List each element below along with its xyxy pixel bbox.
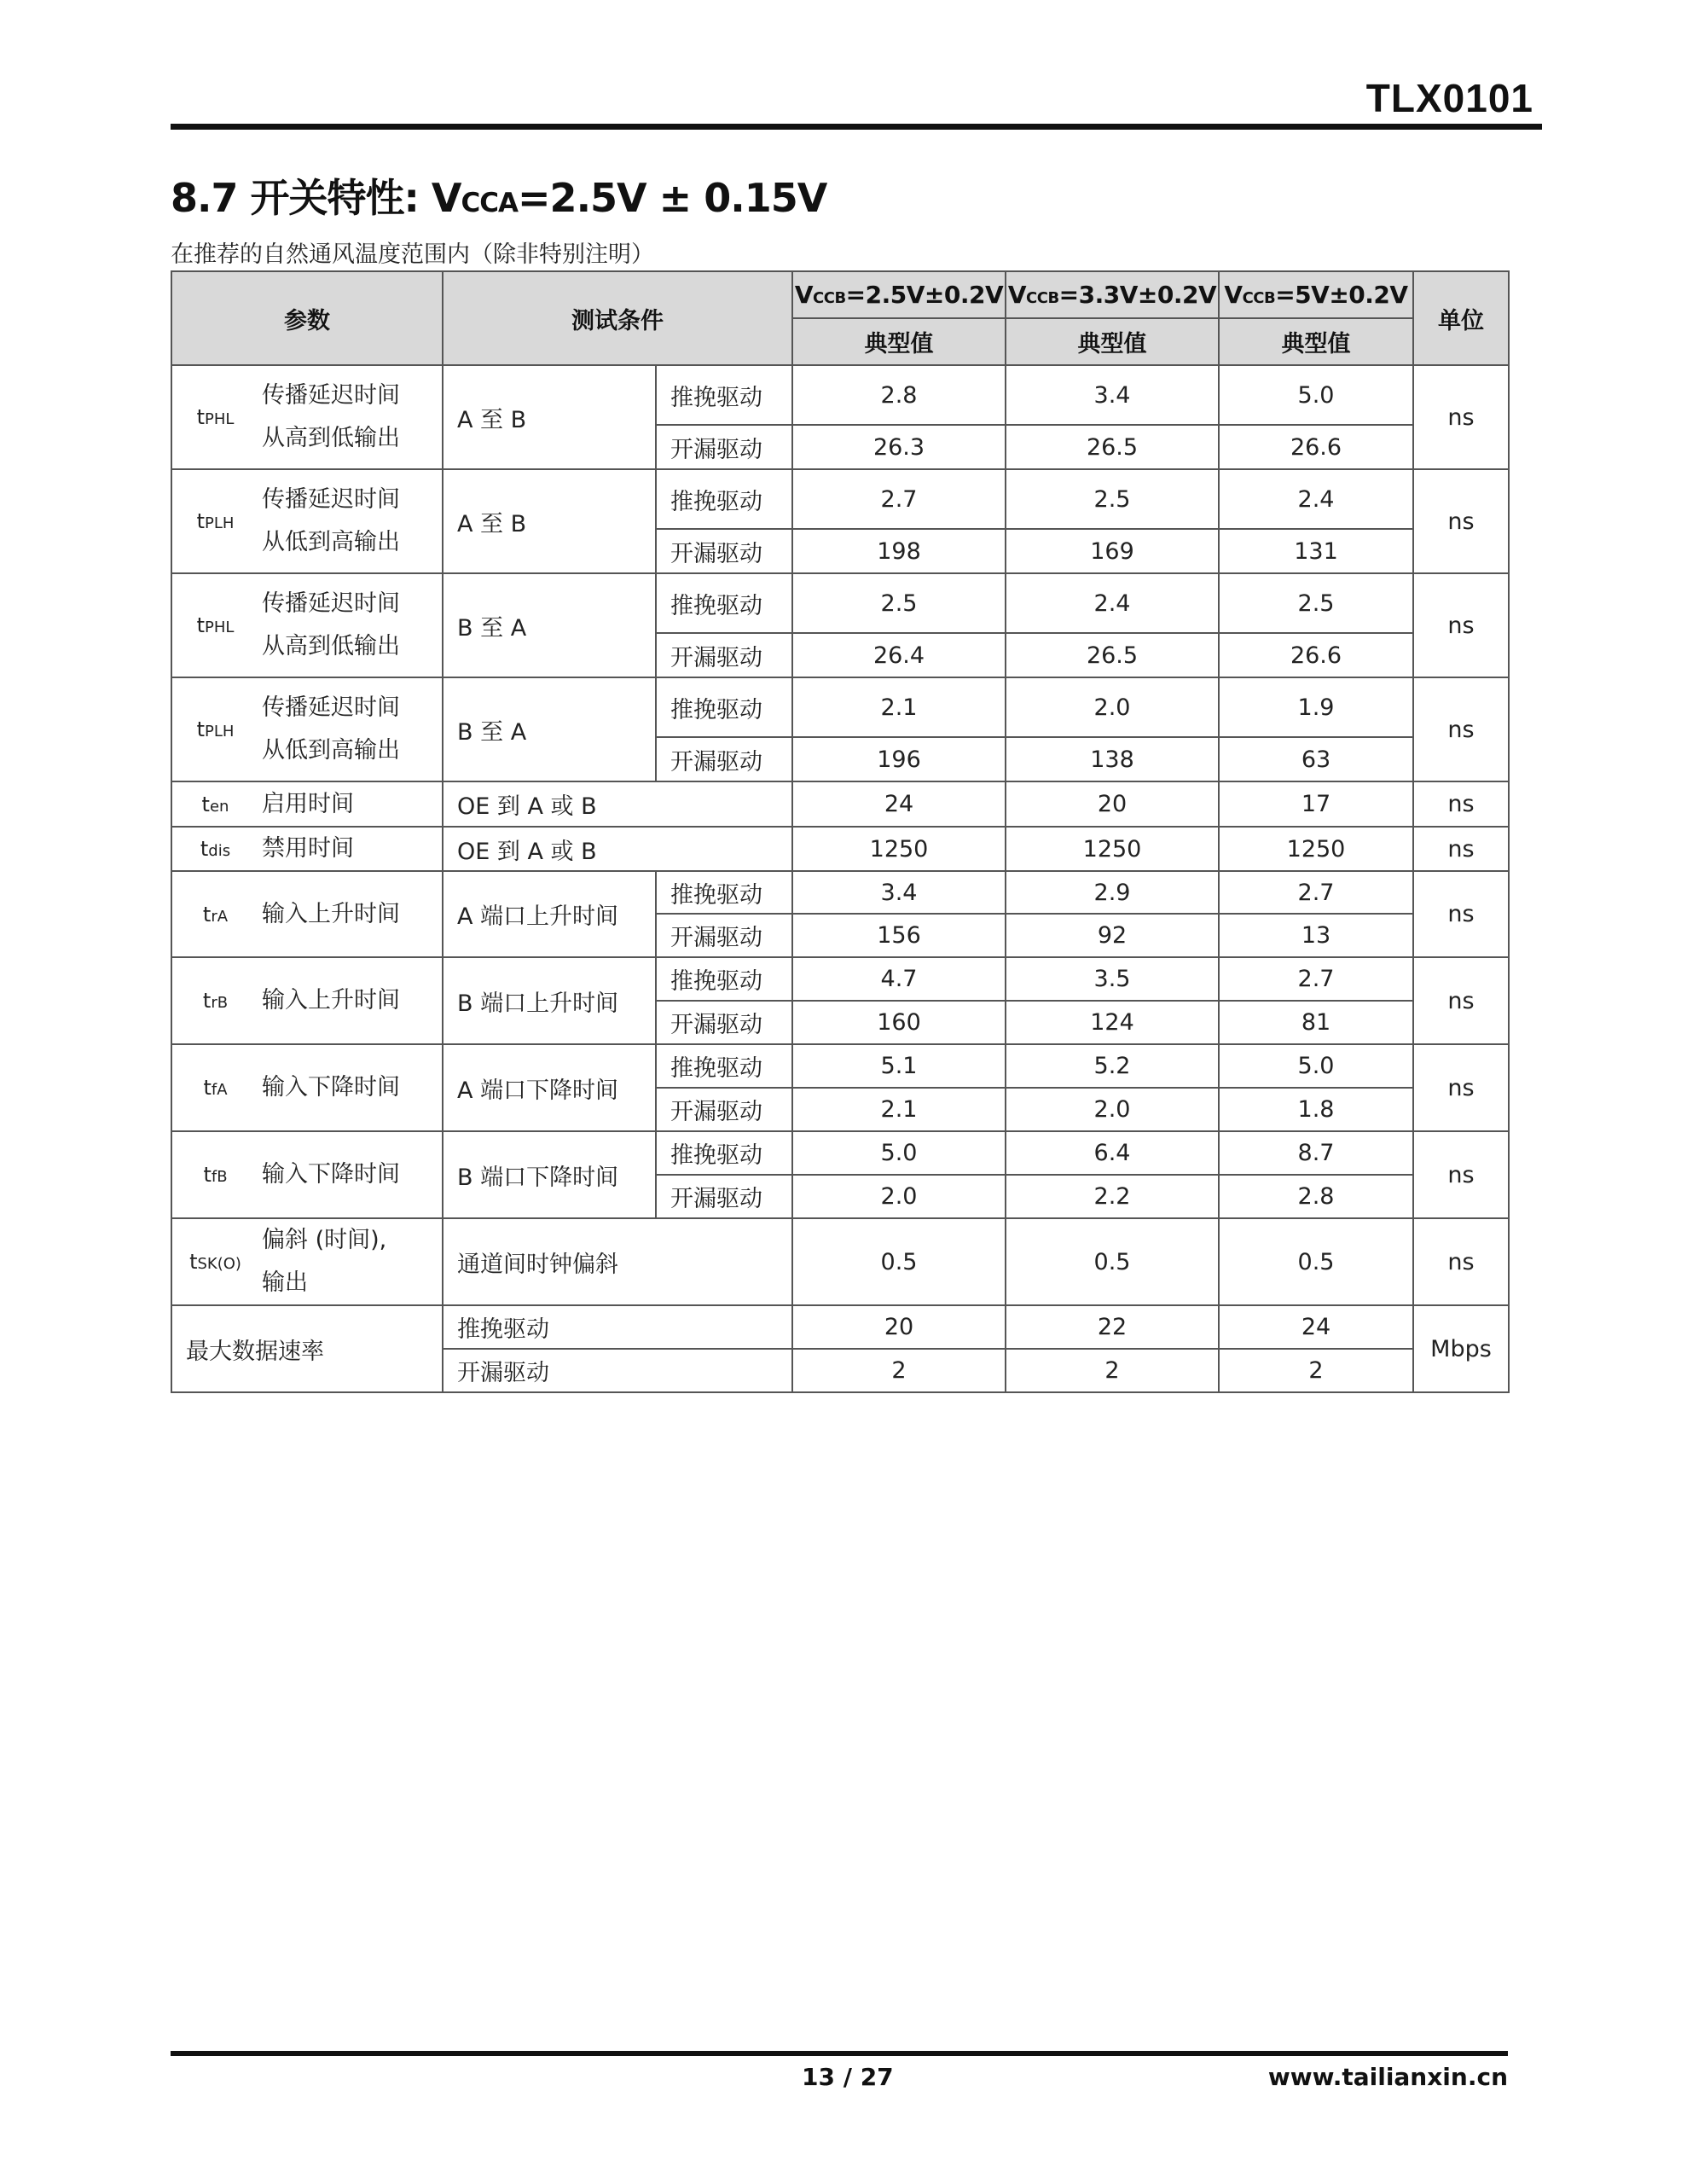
brand-title: TLX0101: [1365, 76, 1533, 120]
param-symbol: tSK(O): [171, 1218, 258, 1305]
header-unit: 单位: [1413, 271, 1509, 365]
value-cell: 4.7: [792, 957, 1006, 1001]
param-name: 传播延迟时间 从高到低输出: [258, 365, 443, 469]
table-row: [171, 1218, 1509, 1305]
value-cell: 2.4: [1219, 469, 1413, 529]
param-name: 输入上升时间: [258, 957, 443, 1044]
value-cell: 26.3: [792, 425, 1006, 469]
param-name: 偏斜 (时间), 输出: [258, 1218, 443, 1305]
param-name: 禁用时间: [258, 827, 443, 871]
table-row: [171, 957, 1509, 1001]
value-cell: 2: [792, 1349, 1006, 1392]
value-cell: 124: [1006, 1001, 1219, 1044]
value-cell: 2.2: [1006, 1175, 1219, 1218]
unit-cell: ns: [1413, 1218, 1509, 1305]
value-cell: 1.9: [1219, 677, 1413, 737]
value-cell: 2.7: [1219, 957, 1413, 1001]
unit-cell: ns: [1413, 365, 1509, 469]
value-cell: 5.0: [1219, 1044, 1413, 1088]
unit-cell: ns: [1413, 957, 1509, 1044]
value-cell: 1.8: [1219, 1088, 1413, 1131]
website-link[interactable]: www.tailianxin.cn: [1267, 2063, 1508, 2091]
value-cell: 169: [1006, 529, 1219, 573]
header-typ: 典型值: [792, 318, 1006, 365]
value-cell: 13: [1219, 914, 1413, 957]
table-row: [171, 781, 1509, 827]
value-cell: 196: [792, 737, 1006, 781]
header-param: 参数: [171, 271, 443, 365]
test-condition: B 至 A: [443, 573, 656, 677]
param-symbol: tPHL: [171, 365, 258, 469]
value-cell: 2.1: [792, 677, 1006, 737]
value-cell: 0.5: [1006, 1218, 1219, 1305]
unit-cell: ns: [1413, 573, 1509, 677]
section-title: 8.7 开关特性: VCCA=2.5V ± 0.15V: [171, 175, 827, 221]
table-row: [171, 573, 1509, 633]
param-symbol: tdis: [171, 827, 258, 871]
table-row: [171, 1131, 1509, 1175]
value-cell: 24: [792, 781, 1006, 827]
header-condition: 测试条件: [443, 271, 792, 365]
value-cell: 2.1: [792, 1088, 1006, 1131]
drive-type: 推挽驱动: [656, 957, 792, 1001]
value-cell: 26.4: [792, 633, 1006, 677]
value-cell: 6.4: [1006, 1131, 1219, 1175]
drive-type: 推挽驱动: [443, 1305, 792, 1349]
unit-cell: ns: [1413, 827, 1509, 871]
value-cell: 2: [1006, 1349, 1219, 1392]
value-cell: 198: [792, 529, 1006, 573]
value-cell: 17: [1219, 781, 1413, 827]
value-cell: 92: [1006, 914, 1219, 957]
value-cell: 5.2: [1006, 1044, 1219, 1088]
test-condition: B 至 A: [443, 677, 656, 781]
test-condition: 通道间时钟偏斜: [443, 1218, 792, 1305]
test-condition: A 端口上升时间: [443, 871, 656, 957]
drive-type: 推挽驱动: [656, 573, 792, 633]
drive-type: 开漏驱动: [656, 529, 792, 573]
header-typ: 典型值: [1219, 318, 1413, 365]
param-name: 最大数据速率: [171, 1305, 443, 1392]
value-cell: 131: [1219, 529, 1413, 573]
header-rule: [171, 124, 1542, 130]
value-cell: 2.0: [1006, 677, 1219, 737]
value-cell: 2.5: [1006, 469, 1219, 529]
param-name: 输入上升时间: [258, 871, 443, 957]
test-condition: A 至 B: [443, 365, 656, 469]
drive-type: 开漏驱动: [656, 914, 792, 957]
value-cell: 5.0: [1219, 365, 1413, 425]
value-cell: 2.5: [792, 573, 1006, 633]
switching-characteristics-table: [171, 270, 1510, 1393]
drive-type: 推挽驱动: [656, 1131, 792, 1175]
value-cell: 22: [1006, 1305, 1219, 1349]
param-name: 传播延迟时间 从低到高输出: [258, 469, 443, 573]
unit-cell: ns: [1413, 677, 1509, 781]
test-condition: B 端口下降时间: [443, 1131, 656, 1218]
table-row: [171, 677, 1509, 737]
test-condition: B 端口上升时间: [443, 957, 656, 1044]
param-symbol: tPLH: [171, 469, 258, 573]
value-cell: 8.7: [1219, 1131, 1413, 1175]
value-cell: 20: [792, 1305, 1006, 1349]
value-cell: 138: [1006, 737, 1219, 781]
header-vccb-5v: VCCB=5V±0.2V: [1219, 271, 1413, 318]
param-symbol: tPLH: [171, 677, 258, 781]
table-row: [171, 1044, 1509, 1088]
value-cell: 1250: [792, 827, 1006, 871]
drive-type: 推挽驱动: [656, 1044, 792, 1088]
header-typ: 典型值: [1006, 318, 1219, 365]
drive-type: 开漏驱动: [656, 1175, 792, 1218]
value-cell: 3.5: [1006, 957, 1219, 1001]
param-name: 传播延迟时间 从低到高输出: [258, 677, 443, 781]
value-cell: 26.6: [1219, 425, 1413, 469]
unit-cell: ns: [1413, 469, 1509, 573]
value-cell: 2: [1219, 1349, 1413, 1392]
unit-cell: ns: [1413, 1044, 1509, 1131]
value-cell: 2.5: [1219, 573, 1413, 633]
header-vccb-2v5: VCCB=2.5V±0.2V: [792, 271, 1006, 318]
drive-type: 开漏驱动: [656, 1001, 792, 1044]
value-cell: 3.4: [792, 871, 1006, 914]
param-symbol: ten: [171, 781, 258, 827]
param-symbol: tfA: [171, 1044, 258, 1131]
test-condition: OE 到 A 或 B: [443, 827, 792, 871]
table-row: [171, 469, 1509, 529]
value-cell: 156: [792, 914, 1006, 957]
param-name: 传播延迟时间 从高到低输出: [258, 573, 443, 677]
value-cell: 2.8: [792, 365, 1006, 425]
unit-cell: Mbps: [1413, 1305, 1509, 1392]
drive-type: 推挽驱动: [656, 871, 792, 914]
drive-type: 推挽驱动: [656, 677, 792, 737]
unit-cell: ns: [1413, 781, 1509, 827]
value-cell: 2.9: [1006, 871, 1219, 914]
value-cell: 0.5: [792, 1218, 1006, 1305]
value-cell: 24: [1219, 1305, 1413, 1349]
value-cell: 160: [792, 1001, 1006, 1044]
value-cell: 2.0: [1006, 1088, 1219, 1131]
drive-type: 开漏驱动: [656, 633, 792, 677]
value-cell: 0.5: [1219, 1218, 1413, 1305]
drive-type: 推挽驱动: [656, 365, 792, 425]
param-symbol: trA: [171, 871, 258, 957]
drive-type: 推挽驱动: [656, 469, 792, 529]
header-vccb-3v3: VCCB=3.3V±0.2V: [1006, 271, 1219, 318]
value-cell: 20: [1006, 781, 1219, 827]
value-cell: 26.6: [1219, 633, 1413, 677]
conditions-note: 在推荐的自然通风温度范围内（除非特别注明）: [171, 241, 654, 268]
value-cell: 2.7: [1219, 871, 1413, 914]
value-cell: 63: [1219, 737, 1413, 781]
drive-type: 开漏驱动: [443, 1349, 792, 1392]
param-name: 启用时间: [258, 781, 443, 827]
table-row: [171, 871, 1509, 914]
param-symbol: tfB: [171, 1131, 258, 1218]
value-cell: 1250: [1006, 827, 1219, 871]
value-cell: 3.4: [1006, 365, 1219, 425]
value-cell: 2.7: [792, 469, 1006, 529]
drive-type: 开漏驱动: [656, 737, 792, 781]
drive-type: 开漏驱动: [656, 425, 792, 469]
table-row: [171, 1305, 1509, 1349]
value-cell: 26.5: [1006, 633, 1219, 677]
drive-type: 开漏驱动: [656, 1088, 792, 1131]
unit-cell: ns: [1413, 871, 1509, 957]
param-name: 输入下降时间: [258, 1044, 443, 1131]
param-symbol: trB: [171, 957, 258, 1044]
test-condition: OE 到 A 或 B: [443, 781, 792, 827]
table-row: [171, 365, 1509, 425]
page-number: 13 / 27: [802, 2063, 894, 2091]
value-cell: 81: [1219, 1001, 1413, 1044]
value-cell: 1250: [1219, 827, 1413, 871]
value-cell: 5.1: [792, 1044, 1006, 1088]
value-cell: 2.4: [1006, 573, 1219, 633]
table-row: [171, 827, 1509, 871]
value-cell: 26.5: [1006, 425, 1219, 469]
test-condition: A 至 B: [443, 469, 656, 573]
value-cell: 2.8: [1219, 1175, 1413, 1218]
value-cell: 5.0: [792, 1131, 1006, 1175]
unit-cell: ns: [1413, 1131, 1509, 1218]
test-condition: A 端口下降时间: [443, 1044, 656, 1131]
param-symbol: tPHL: [171, 573, 258, 677]
param-name: 输入下降时间: [258, 1131, 443, 1218]
value-cell: 2.0: [792, 1175, 1006, 1218]
footer-rule: [171, 2051, 1508, 2056]
